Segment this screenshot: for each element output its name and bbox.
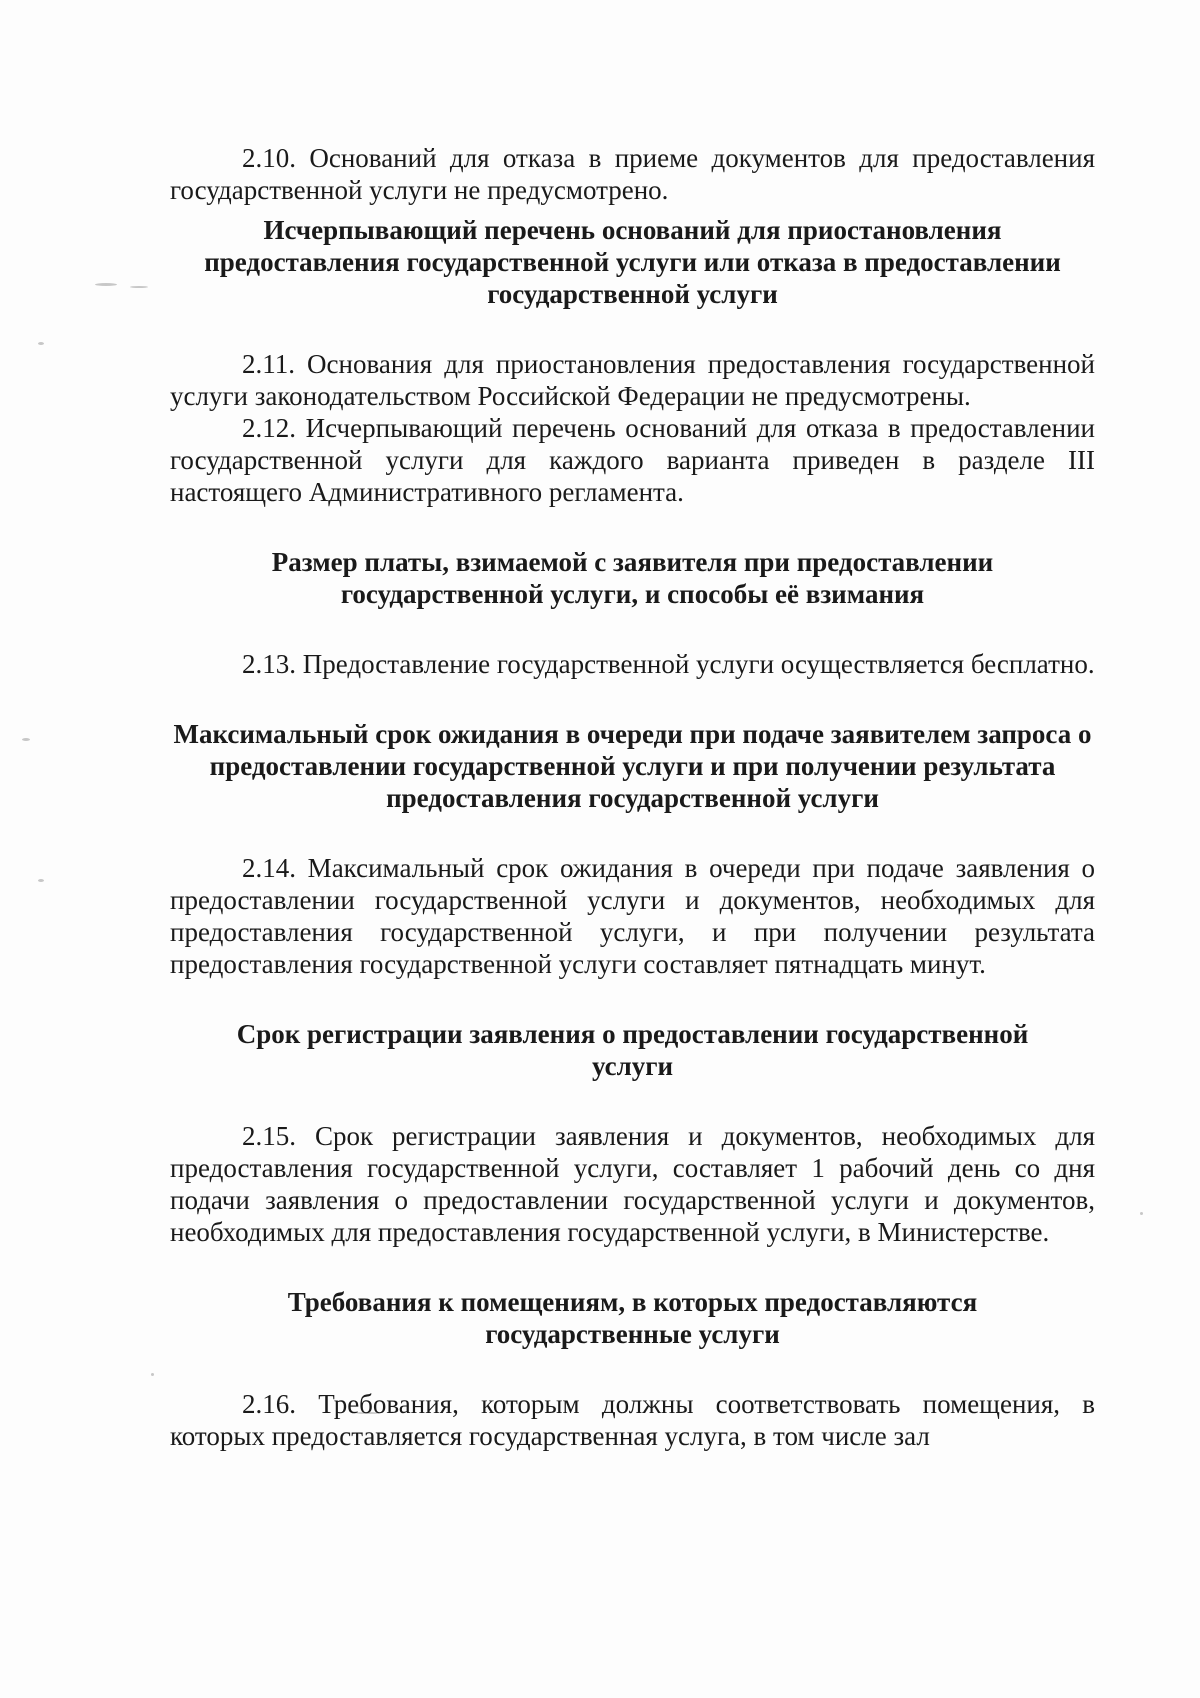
- scan-speck: [22, 738, 30, 741]
- scan-speck: [38, 879, 44, 882]
- heading-registration-term: Срок регистрации заявления о предоставлении государственной услуги: [236, 1019, 1029, 1081]
- paragraph-2-11: 2.11. Основания для приостановления предоставления государственной услуги законодательством Российской Федерации не предусмотрены.: [170, 349, 1095, 411]
- scan-speck: [95, 283, 117, 286]
- paragraph-2-12: 2.12. Исчерпывающий перечень оснований для отказа в предоставлении государственной услуги для каждого варианта приведен в разделе III настоящего Административного регламента.: [170, 413, 1095, 507]
- paragraph-2-10: 2.10. Оснований для отказа в приеме документов для предоставления государственной услуги не предусмотрено.: [170, 143, 1095, 205]
- paragraph-2-16: 2.16. Требования, которым должны соответствовать помещения, в которых предоставляется государственная услуга, в том числе зал: [170, 1389, 1095, 1451]
- scan-speck: [151, 1373, 154, 1376]
- scan-speck: [38, 342, 44, 345]
- document-body: [170, 142, 1095, 1452]
- heading-fee: Размер платы, взимаемой с заявителя при предоставлении государственной услуги, и способы её взимания: [271, 547, 994, 609]
- paragraph-2-15: 2.15. Срок регистрации заявления и документов, необходимых для предоставления государственной услуги, составляет 1 рабочий день со дня подачи заявления о предоставлении государственной услуги и документов, необходимых для предоставления государственной услуги, в Министерстве.: [170, 1121, 1095, 1247]
- paragraph-2-13: 2.13. Предоставление государственной услуги осуществляется бесплатно.: [242, 649, 1095, 679]
- heading-waiting-time: Максимальный срок ожидания в очереди при подаче заявителем запроса о предоставлении государственной услуги и при получении результата предоставления государственной услуги: [173, 719, 1092, 813]
- heading-suspension-grounds: Исчерпывающий перечень оснований для приостановления предоставления государственной услуги или отказа в предоставлении государственной услуги: [204, 215, 1061, 309]
- scan-speck: [130, 286, 148, 288]
- scan-speck: [1140, 1212, 1143, 1215]
- heading-premises-requirements: Требования к помещениям, в которых предоставляются государственные услуги: [287, 1287, 978, 1349]
- paragraph-2-14: 2.14. Максимальный срок ожидания в очереди при подаче заявления о предоставлении государственной услуги и документов, необходимых для предоставления государственной услуги, и при получении результата предоставления государственной услуги составляет пятнадцать минут.: [170, 853, 1095, 979]
